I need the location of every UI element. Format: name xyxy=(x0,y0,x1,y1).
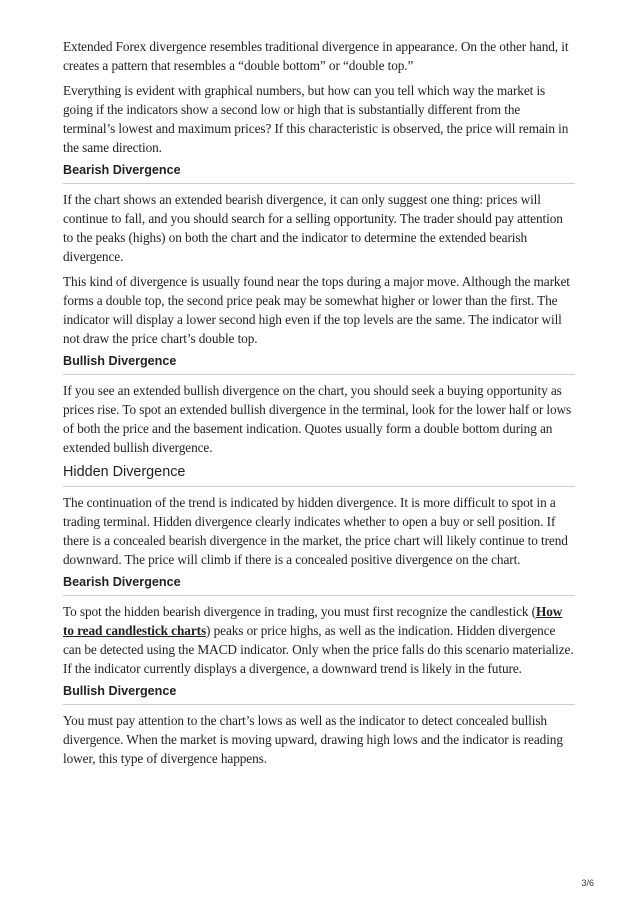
hidden-bearish-heading: Bearish Divergence xyxy=(63,575,575,596)
hidden-bearish-text-after: ) peaks or price highs, as well as the indication. Hidden divergence can be detected using the MACD indicator. Only when the price falls do this scenario materialize. If the indicator currently displays a divergence, a downward trend is likely in the future. xyxy=(63,623,574,676)
extended-bullish-heading: Bullish Divergence xyxy=(63,354,575,375)
hidden-divergence-paragraph: The continuation of the trend is indicated by hidden divergence. It is more difficult to spot in a trading terminal. Hidden divergence clearly indicates whether to open a buy or sell position. If there is a concealed bearish divergence in the market, the price chart will likely continue to trend downward. The price will climb if there is a concealed positive divergence on the chart. xyxy=(63,495,568,567)
article-body xyxy=(63,37,575,774)
extended-bearish-heading: Bearish Divergence xyxy=(63,163,575,184)
intro-paragraph-1: Extended Forex divergence resembles traditional divergence in appearance. On the other hand, it creates a pattern that resembles a “double bottom” or “double top.” xyxy=(63,39,569,73)
hidden-bullish-paragraph: You must pay attention to the chart’s lows as well as the indicator to detect concealed bullish divergence. When the market is moving upward, drawing high lows and the indicator is reading lower, this type of divergence happens. xyxy=(63,713,563,766)
hidden-divergence-heading: Hidden Divergence xyxy=(63,463,575,487)
candlestick-charts-link[interactable]: How to read candlestick charts xyxy=(63,604,563,638)
intro-paragraph-2: Everything is evident with graphical numbers, but how can you tell which way the market is going if the indicators show a second low or high that is substantially different from the terminal’s lowest and maximum prices? If this characteristic is observed, the price will remain in the same direction. xyxy=(63,83,569,155)
hidden-bullish-heading: Bullish Divergence xyxy=(63,684,575,705)
hidden-bearish-paragraph xyxy=(63,602,575,678)
extended-bearish-paragraph-2: This kind of divergence is usually found near the tops during a major move. Although the market forms a double top, the second price peak may be somewhat higher or lower than the first. The indicator will display a lower second high even if the top levels are the same. The indicator will not draw the price chart’s double top. xyxy=(63,274,570,346)
extended-bullish-paragraph: If you see an extended bullish divergence on the chart, you should seek a buying opportunity as prices rise. To spot an extended bullish divergence in the terminal, look for the lower half or lows of both the price and the basement indication. Quotes usually form a double bottom during an extended bullish divergence. xyxy=(63,383,572,455)
extended-bearish-paragraph-1: If the chart shows an extended bearish divergence, it can only suggest one thing: prices will continue to fall, and you should search for a selling opportunity. The trader should pay attention to the peaks (highs) on both the chart and the indicator to determine the extended bearish divergence. xyxy=(63,192,563,264)
page-number: 3/6 xyxy=(581,878,594,888)
hidden-bearish-text-before: To spot the hidden bearish divergence in trading, you must first recognize the candlestick ( xyxy=(63,604,536,619)
